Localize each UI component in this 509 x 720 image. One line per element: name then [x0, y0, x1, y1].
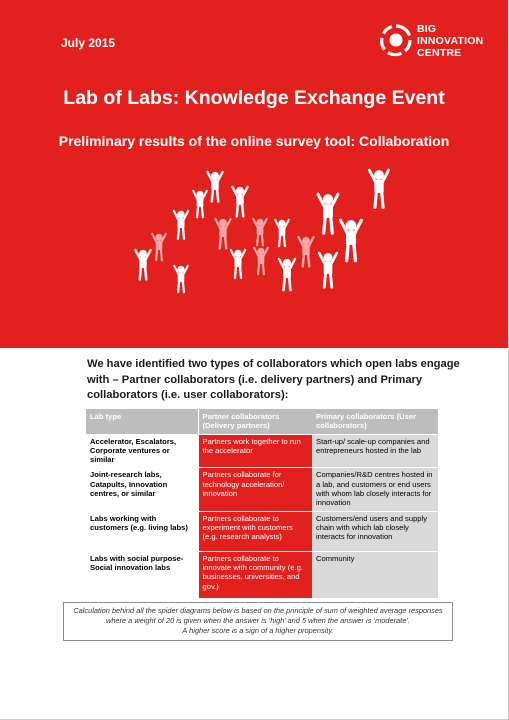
intro-paragraph: We have identified two types of collaborators which open labs engage with – Partner collaborators (i.e. delivery partners) and Primary collaborators (i.e. user collaborators):	[87, 358, 460, 401]
lab-type-cell: Labs working with customers (e.g. living labs)	[86, 511, 198, 551]
collaborators-table	[86, 409, 438, 599]
primary-cell: Companies/R&D centres hosted in a lab, and customers or end users with whom lab closely interacts for innovation	[312, 468, 438, 511]
primary-cell: Start-up/ scale-up companies and entrepreneurs hosted in the lab	[312, 434, 438, 468]
page-title: Lab of Labs: Knowledge Exchange Event	[63, 87, 445, 109]
header-primary-collaborators: Primary collaborators (User collaborators)	[312, 409, 438, 434]
partner-cell: Partners collaborate for technology acceleration/ innovation	[198, 468, 312, 511]
partner-cell: Partners collaborate to experiment with customers (e.g. research analysts)	[198, 511, 312, 551]
calculation-note-summary: A higher score is a sign of a higher propensity.	[182, 626, 334, 635]
logo-line-innovation: INNOVATION	[417, 35, 484, 47]
page-subtitle: Preliminary results of the online survey tool: Collaboration	[58, 133, 450, 149]
lab-type-cell: Accelerator, Escalators, Corporate ventures or similar	[86, 434, 198, 468]
table-header-row	[86, 409, 438, 434]
cover-banner	[0, 0, 508, 348]
header-lab-type: Lab type	[86, 409, 198, 434]
header-partner-collaborators: Partner collaborators (Delivery partners)	[198, 409, 312, 434]
primary-cell: Community	[312, 551, 438, 598]
primary-cell: Customers/end users and supply chain with which lab closely interacts for innovation	[312, 511, 438, 551]
partner-cell: Partners work together to run the accelerator	[198, 434, 312, 468]
table-row	[86, 551, 438, 598]
logo-line-big: BIG	[417, 23, 437, 35]
calculation-note-text: Calculation behind all the spider diagrams below is based on the principle of sum of weighted average responses where a weight of 20 is given when the answer is ‘high’ and 5 when the answer is ‘moderate’.	[73, 606, 443, 625]
table-row	[86, 468, 438, 511]
lab-type-cell: Joint-research labs, Catapults, Innovation centres, or similar	[86, 468, 198, 511]
partner-cell: Partners collaborate to innovate with community (e.g. businesses, universities, and gov.)	[198, 551, 312, 598]
cheering-people-icon	[0, 0, 508, 348]
calculation-note	[63, 602, 453, 641]
table-row	[86, 511, 438, 551]
report-date: July 2015	[61, 36, 116, 50]
table-row	[86, 434, 438, 468]
logo-line-centre: CENTRE	[417, 47, 462, 59]
lab-type-cell: Labs with social purpose- Social innovation labs	[86, 551, 198, 598]
